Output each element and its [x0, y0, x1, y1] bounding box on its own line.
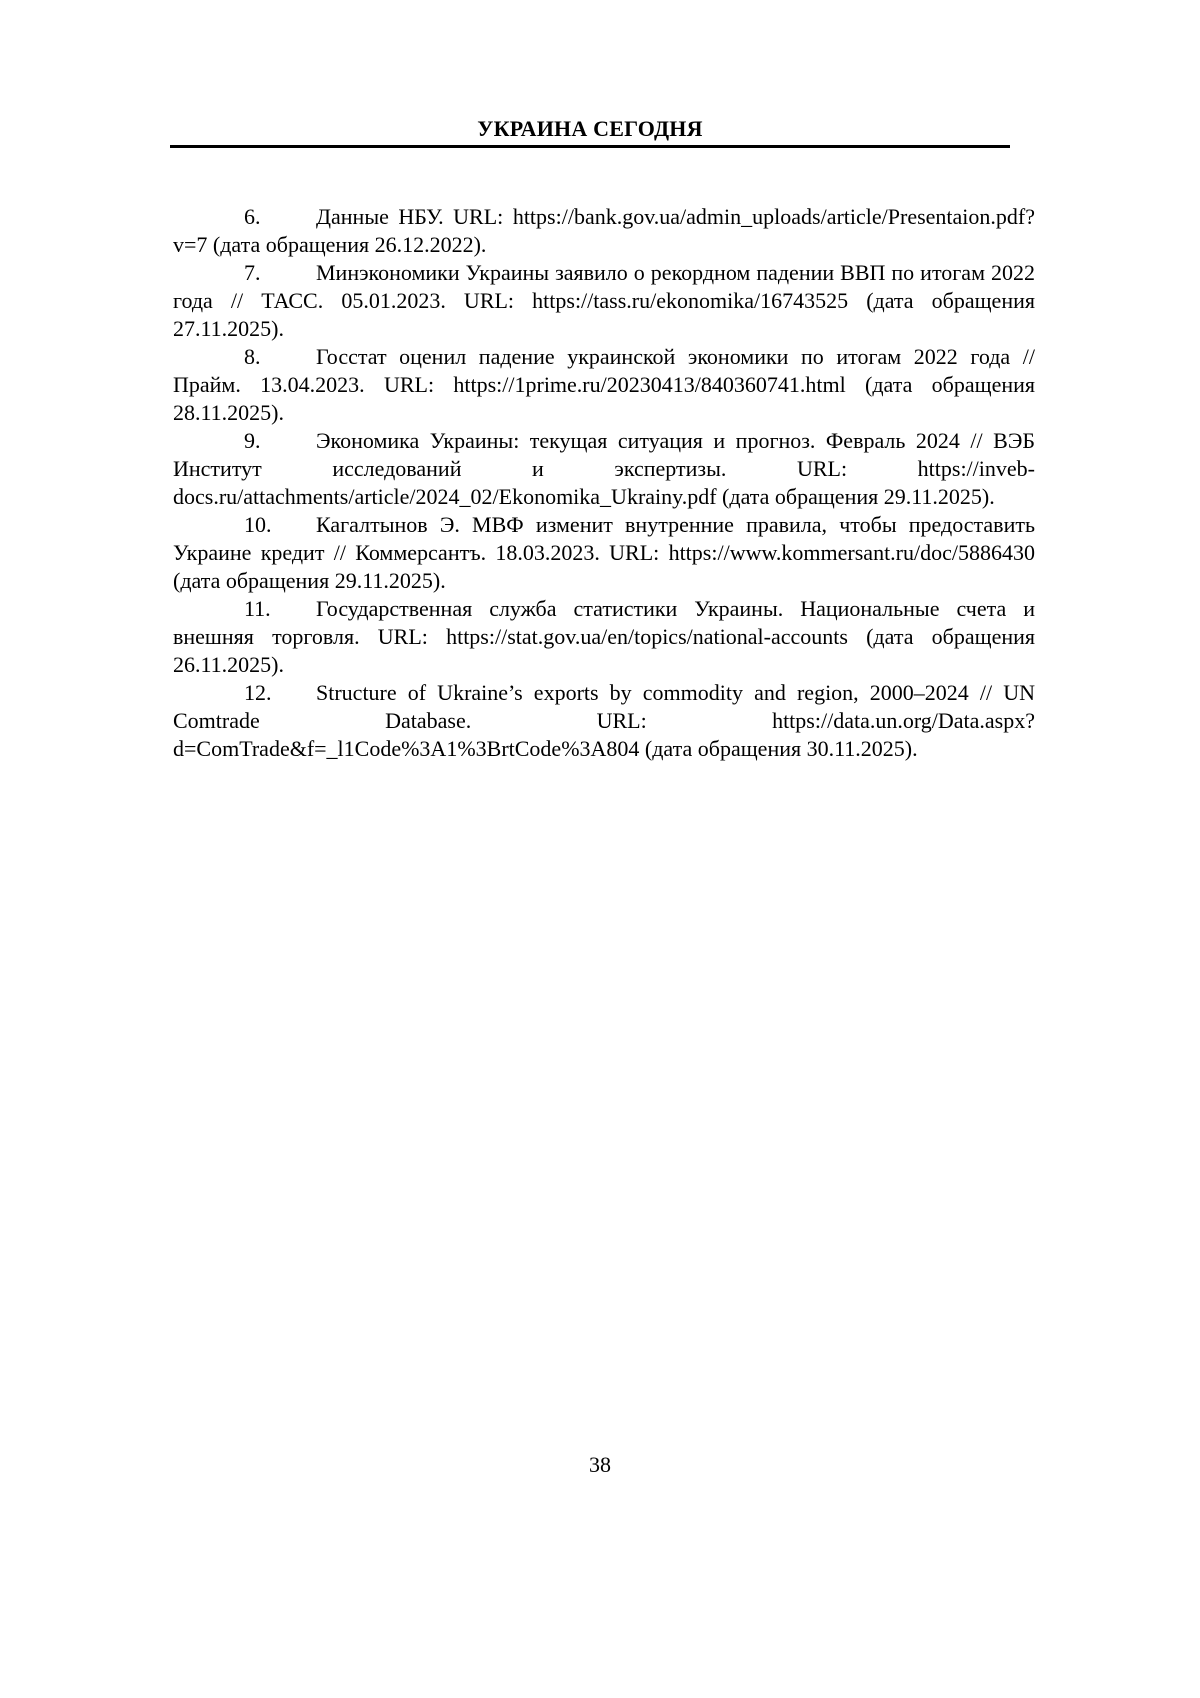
reference-item [173, 679, 1035, 763]
reference-text: Structure of Ukraine’s exports by commodity and region, 2000–2024 // UN Comtrade Database. URL: https://data.un.org/Data.aspx?d=ComTrade&f=_l1Code%3A1%3BrtCode%3A804 (дата обращения 30.11.2025). [173, 680, 1035, 761]
reference-number: 12. [244, 680, 272, 705]
reference-item [173, 203, 1035, 259]
reference-item [173, 511, 1035, 595]
reference-number: 9. [244, 428, 261, 453]
reference-text: Данные НБУ. URL: https://bank.gov.ua/admin_uploads/article/Presentaion.pdf?v=7 (дата обращения 26.12.2022). [173, 204, 1035, 257]
header-divider [170, 145, 1010, 148]
reference-item [173, 343, 1035, 427]
reference-text: Госстат оценил падение украинской экономики по итогам 2022 года // Прайм. 13.04.2023. URL: https://1prime.ru/20230413/840360741.html (дата обращения 28.11.2025). [173, 344, 1035, 425]
reference-text: Государственная служба статистики Украины. Национальные счета и внешняя торговля. URL: https://stat.gov.ua/en/topics/national-accounts (дата обращения 26.11.2025). [173, 596, 1035, 677]
running-header-title: УКРАИНА СЕГОДНЯ [477, 116, 703, 141]
reference-number: 10. [244, 512, 272, 537]
reference-number: 8. [244, 344, 261, 369]
reference-text: Кагалтынов Э. МВФ изменит внутренние правила, чтобы предоставить Украине кредит // Коммерсантъ. 18.03.2023. URL: https://www.kommersant.ru/doc/5886430 (дата обращения 29.11.2025). [173, 512, 1035, 593]
reference-number: 11. [244, 596, 271, 621]
reference-number: 6. [244, 204, 261, 229]
reference-item [173, 427, 1035, 511]
reference-text: Минэкономики Украины заявило о рекордном падении ВВП по итогам 2022 года // ТАСС. 05.01.2023. URL: https://tass.ru/ekonomika/16743525 (дата обращения 27.11.2025). [173, 260, 1035, 341]
reference-item [173, 259, 1035, 343]
reference-text: Экономика Украины: текущая ситуация и прогноз. Февраль 2024 // ВЭБ Институт исследований и экспертизы. URL: https://inveb-docs.ru/attachments/article/2024_02/Ekonomika_Ukrainy.pdf (дата обращения 29.11.2025). [173, 428, 1035, 509]
reference-item [173, 595, 1035, 679]
reference-number: 7. [244, 260, 261, 285]
page-number: 38 [589, 1452, 611, 1477]
reference-list [173, 203, 1035, 763]
